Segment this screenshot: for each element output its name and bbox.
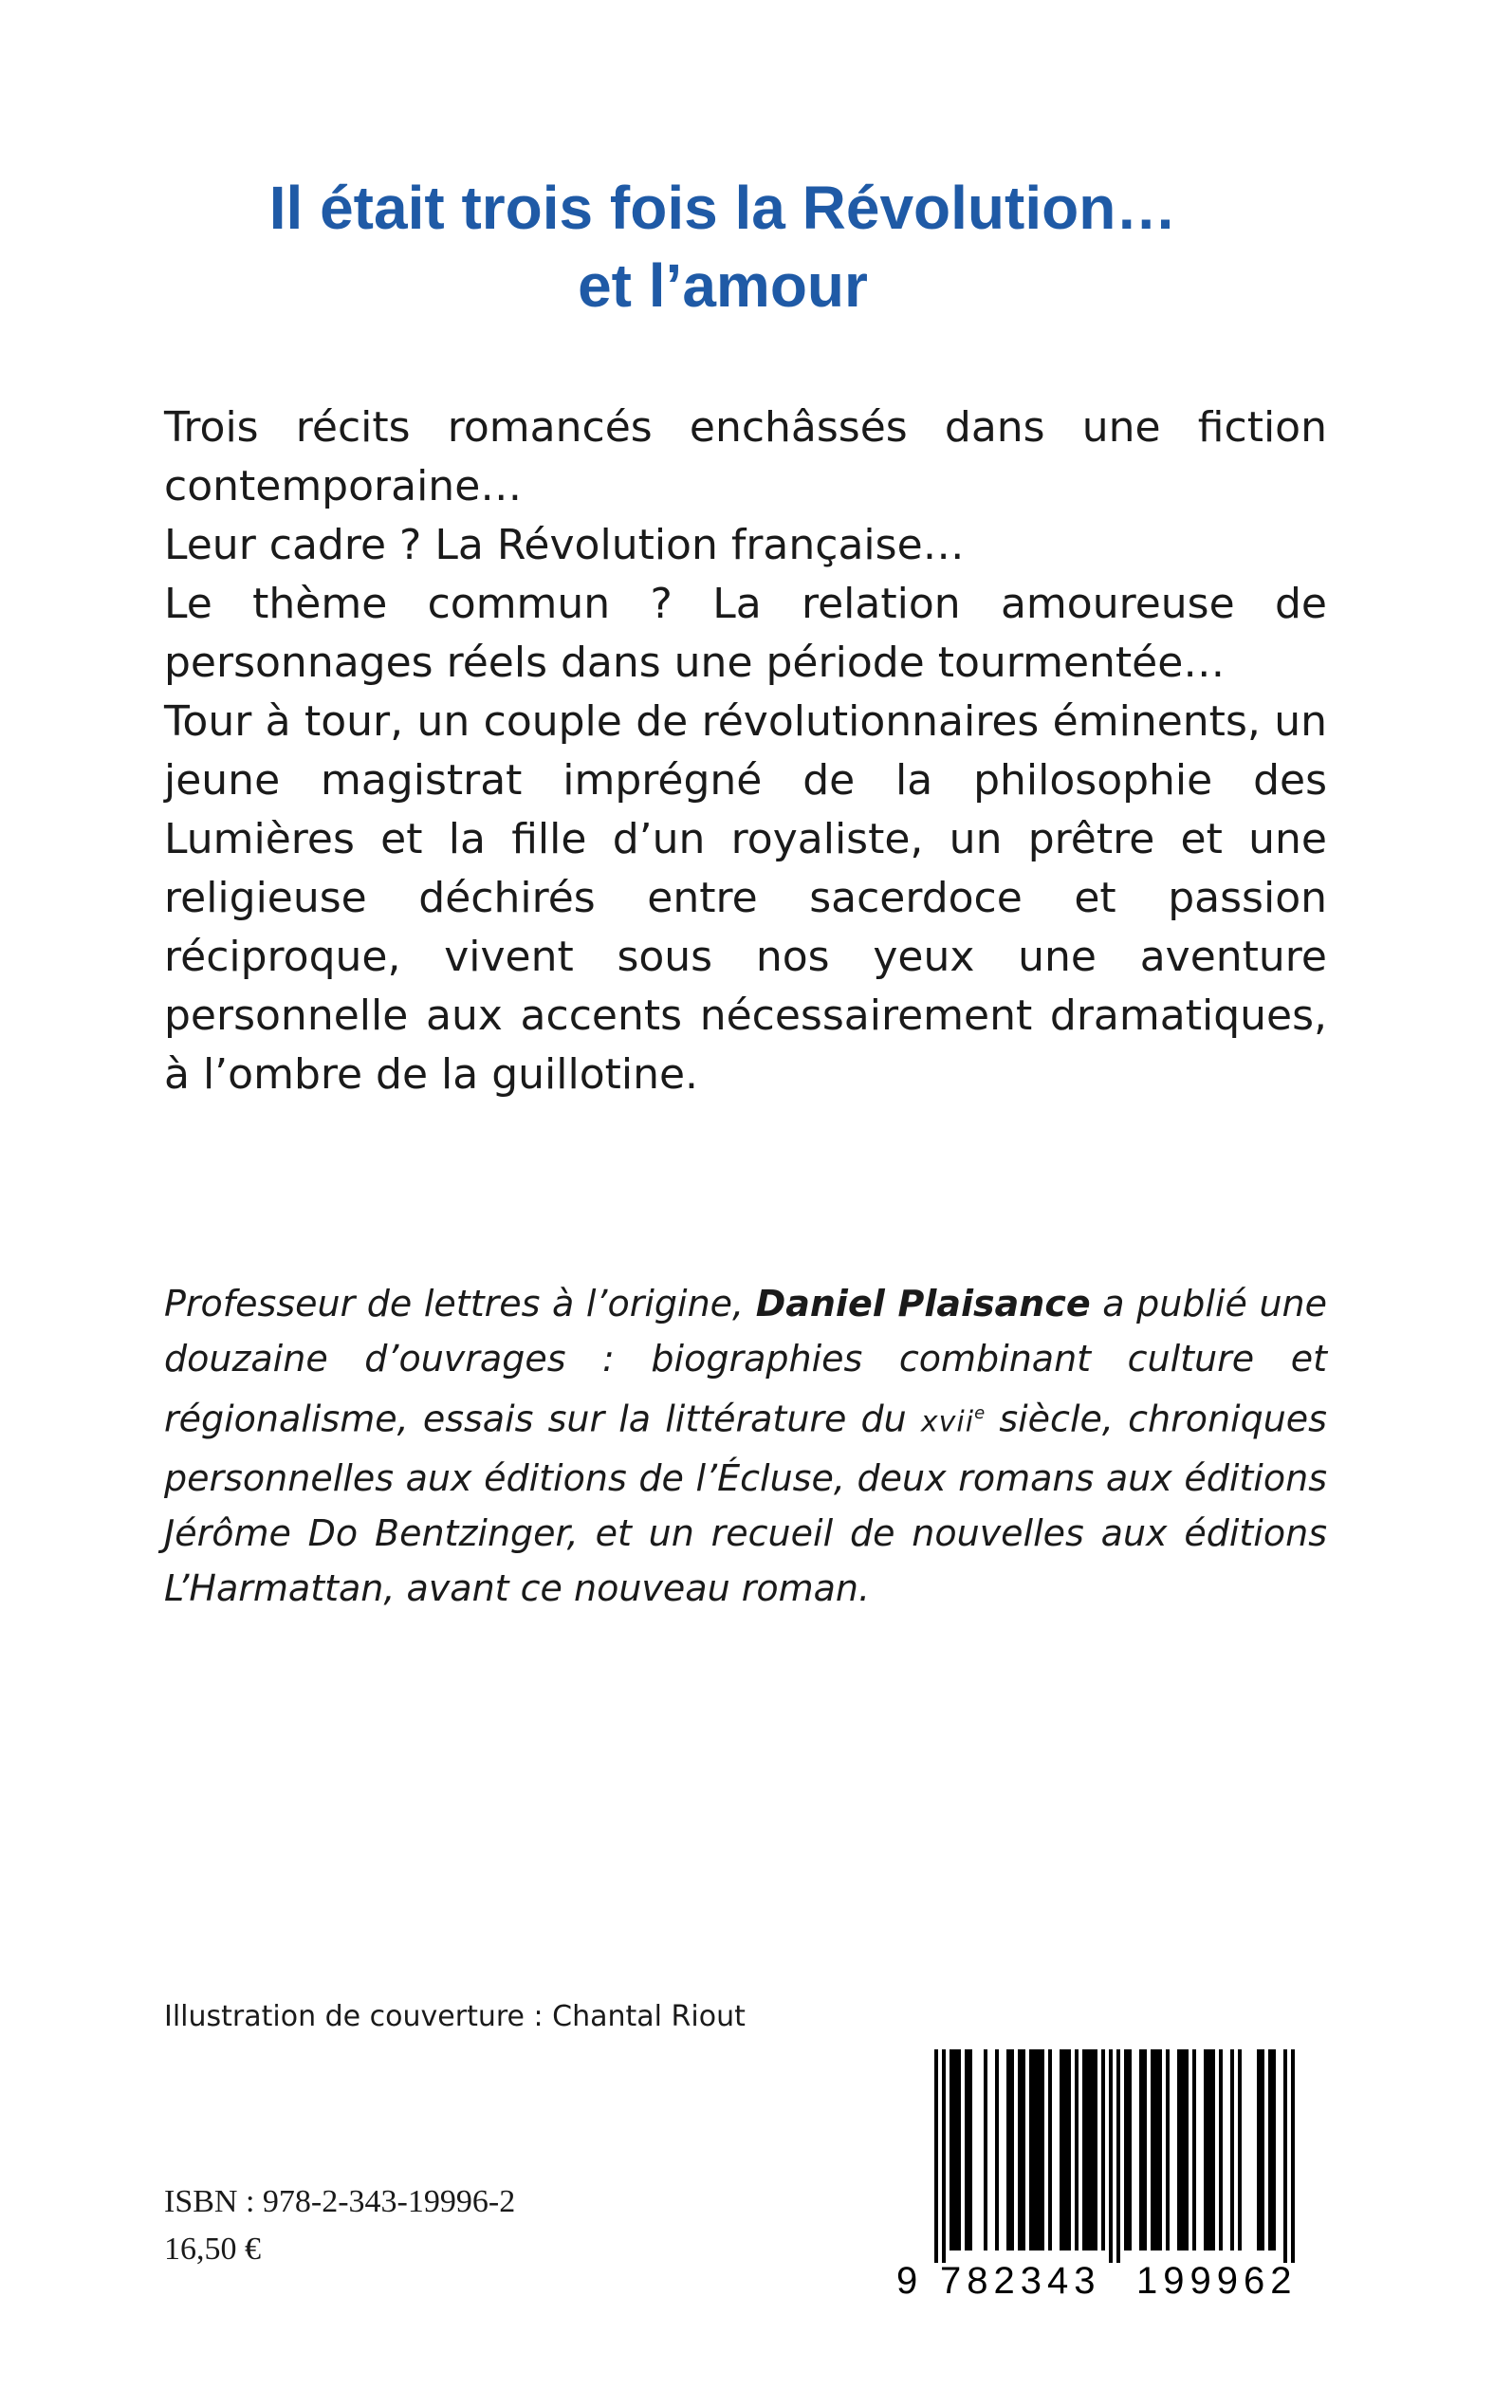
book-title xyxy=(0,169,1512,324)
isbn: ISBN : 978-2-343-19996-2 xyxy=(164,2184,516,2219)
century-numeral: xvii xyxy=(920,1405,975,1439)
barcode-bar xyxy=(1158,2049,1162,2251)
barcode-bar xyxy=(1033,2049,1037,2251)
barcode-bar xyxy=(1151,2049,1154,2251)
blurb-paragraph-3: Le thème commun ? La relation amoureuse de personnages réels dans une période tourmentée… xyxy=(164,580,1327,687)
barcode-bar xyxy=(953,2049,957,2251)
barcode-left-group: 782343 xyxy=(940,2260,1101,2302)
barcode-bar xyxy=(1192,2049,1196,2251)
cover-illustration-credit: Illustration de couverture : Chantal Riout xyxy=(164,2000,746,2033)
barcode-bar xyxy=(1082,2049,1086,2251)
barcode-bar xyxy=(1219,2049,1223,2251)
author-bio-part-2: siècle, chroniques personnelles aux éditions de l’Écluse, deux romans aux éditions Jérôme Do Bentzinger, et un recueil de nouvelles aux éditions L’Harmattan, avant ce nouveau roman. xyxy=(164,1398,1327,1609)
barcode-bar xyxy=(1075,2049,1079,2251)
barcode-bar xyxy=(1006,2049,1010,2251)
author-bio-part-1: a publié une douzaine d’ouvrages : biographies combinant culture et régionalisme, essais sur la littérature du xyxy=(164,1283,1328,1440)
barcode-bar xyxy=(1143,2049,1147,2251)
barcode-right-group: 199962 xyxy=(1136,2260,1298,2302)
barcode-bar xyxy=(1041,2049,1044,2251)
barcode-bar xyxy=(1116,2049,1120,2263)
barcode-bar xyxy=(1291,2049,1295,2263)
barcode-bar xyxy=(1211,2049,1215,2251)
barcode-bar xyxy=(1086,2049,1090,2251)
barcode-bar xyxy=(942,2049,946,2263)
book-title-line-2: et l’amour xyxy=(578,251,868,320)
barcode-bar xyxy=(1204,2049,1208,2251)
barcode-bar xyxy=(1181,2049,1185,2251)
barcode-bar xyxy=(1048,2049,1052,2251)
barcode-bar xyxy=(1257,2049,1261,2251)
barcode-bar xyxy=(995,2049,999,2251)
barcode-bar xyxy=(984,2049,987,2251)
barcode-bar xyxy=(1154,2049,1158,2251)
barcode-bar xyxy=(1177,2049,1181,2251)
barcode-bar xyxy=(1010,2049,1014,2251)
blurb-paragraph-2: Leur cadre ? La Révolution française… xyxy=(164,521,965,569)
barcode-bar xyxy=(1109,2049,1113,2263)
barcode-bar xyxy=(1037,2049,1041,2251)
barcode-bar xyxy=(1090,2049,1094,2251)
price: 16,50 € xyxy=(164,2232,261,2267)
barcode-bar xyxy=(1272,2049,1276,2251)
barcode-bar xyxy=(965,2049,968,2251)
barcode xyxy=(896,2049,1337,2302)
barcode-bar xyxy=(1238,2049,1242,2251)
barcode-bar xyxy=(1022,2049,1025,2251)
barcode-bar xyxy=(1063,2049,1067,2251)
barcode-bar xyxy=(1208,2049,1211,2251)
barcode-bar xyxy=(1128,2049,1132,2251)
barcode-bar xyxy=(1101,2049,1105,2251)
barcode-first-digit: 9 xyxy=(896,2260,920,2302)
blurb xyxy=(164,398,1327,1104)
barcode-bar xyxy=(968,2049,972,2251)
barcode-bar xyxy=(1283,2049,1287,2263)
blurb-paragraph-4: Tour à tour, un couple de révolutionnaires éminents, un jeune magistrat imprégné de la philosophie des Lumières et la fille d’un royaliste, un prêtre et une religieuse déchirés entre sacerdoce et passion réciproque, vivent sous nos yeux une aventure personnelle aux accents nécessairement dramatiques, à l’ombre de la guillotine. xyxy=(164,697,1327,1099)
barcode-bar xyxy=(1166,2049,1170,2251)
barcode-bar xyxy=(1067,2049,1071,2251)
barcode-bar xyxy=(1060,2049,1063,2251)
author-bio-intro: Professeur de lettres à l’origine, xyxy=(164,1283,756,1324)
barcode-bar xyxy=(1029,2049,1033,2251)
barcode-bar xyxy=(1268,2049,1272,2251)
barcode-bar xyxy=(1230,2049,1234,2251)
barcode-bar xyxy=(1094,2049,1097,2251)
barcode-bar xyxy=(957,2049,961,2251)
barcode-bar xyxy=(1018,2049,1022,2251)
barcode-bar xyxy=(950,2049,953,2251)
author-name: Daniel Plaisance xyxy=(755,1283,1091,1324)
book-title-line-1: Il était trois fois la Révolution… xyxy=(268,174,1177,242)
barcode-bar xyxy=(1185,2049,1189,2251)
blurb-paragraph-1: Trois récits romancés enchâssés dans une fiction contemporaine… xyxy=(164,403,1327,510)
century-superscript: e xyxy=(974,1403,986,1423)
author-bio xyxy=(164,1276,1327,1616)
barcode-bar xyxy=(934,2049,938,2263)
barcode-bar xyxy=(1124,2049,1128,2251)
barcode-bar xyxy=(1261,2049,1264,2251)
barcode-bars xyxy=(896,2049,1337,2263)
barcode-bar xyxy=(1139,2049,1143,2251)
